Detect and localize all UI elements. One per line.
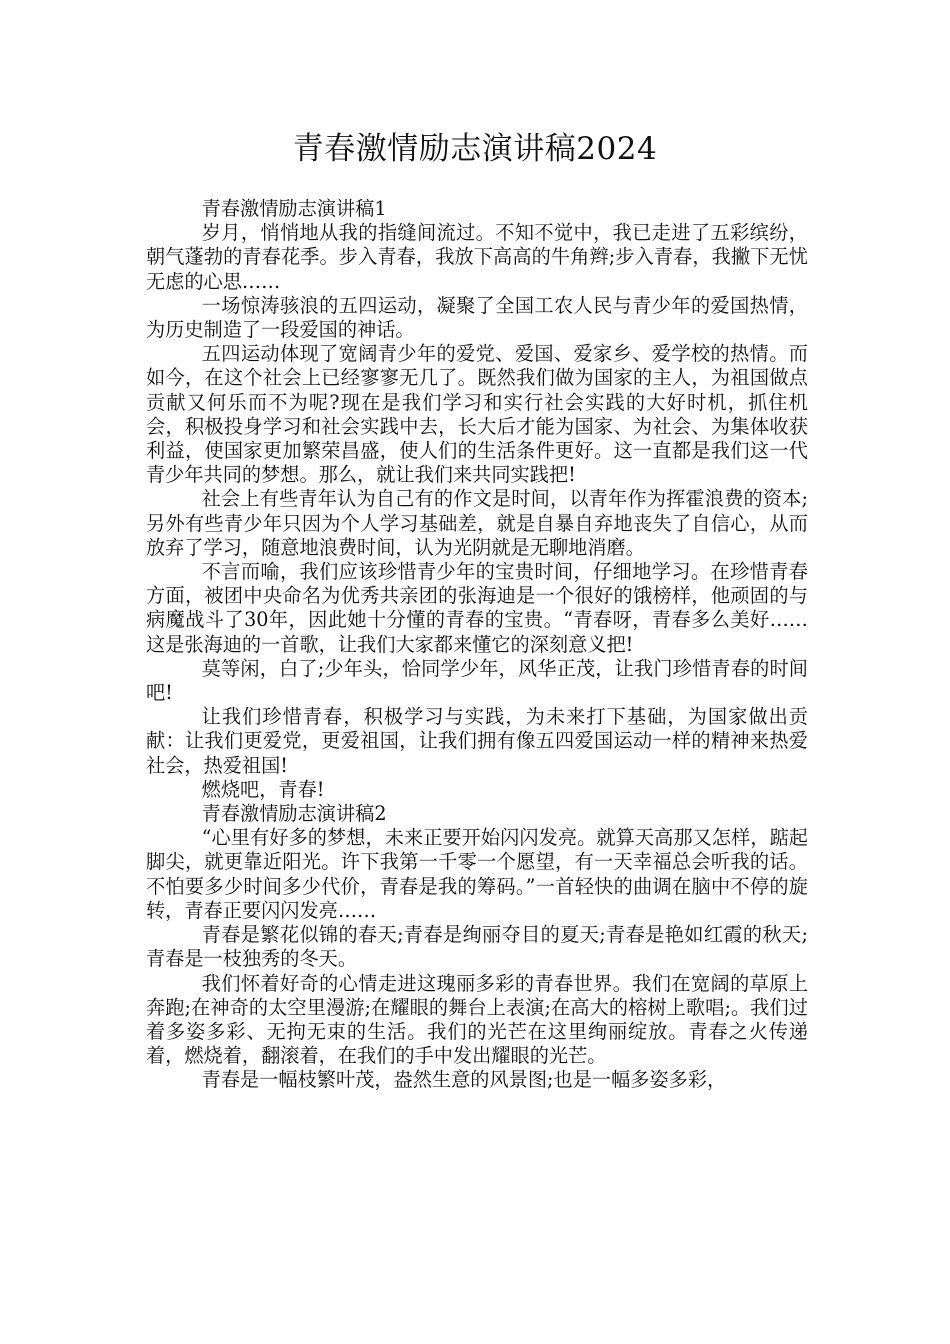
paragraph: 岁月，悄悄地从我的指缝间流过。不知不觉中，我已走进了五彩缤纷，朝气蓬勃的青春花季。步入青春，我放下高高的牛角辫;步入青春，我撇下无忧无虑的心思…… — [146, 221, 808, 293]
paragraph: 不言而喻，我们应该珍惜青少年的宝贵时间，仔细地学习。在珍惜青春方面，被团中央命名为优秀共亲团的张海迪是一个很好的饿榜样，他顽固的与病魔战斗了30年，因此她十分懂的青春的宝贵。“青春呀，青春多么美好……这是张海迪的一首歌，让我们大家都来懂它的深刻意义把! — [146, 560, 808, 656]
paragraph: 让我们珍惜青春，积极学习与实践，为未来打下基础，为国家做出贡献：让我们更爱党，更爱祖国，让我们拥有像五四爱国运动一样的精神来热爱社会，热爱祖国! — [146, 705, 808, 777]
paragraph: 五四运动体现了宽阔青少年的爱党、爱国、爱家乡、爱学校的热情。而如今，在这个社会上已经寥寥无几了。既然我们做为国家的主人，为祖国做点贡献又何乐而不为呢?现在是我们学习和实行社会实践的大好时机，抓住机会，积极投身学习和社会实践中去，长大后才能为国家、为社会、为集体收获利益，使国家更加繁荣昌盛，使人们的生活条件更好。这一直都是我们这一代青少年共同的梦想。那么，就让我们来共同实践把! — [146, 342, 808, 487]
paragraph: 我们怀着好奇的心情走进这瑰丽多彩的青春世界。我们在宽阔的草原上奔跑;在神奇的太空里漫游;在耀眼的舞台上表演;在高大的榕树上歌唱;。我们过着多姿多彩、无拘无束的生活。我们的光芒在这里绚丽绽放。青春之火传递着，燃烧着，翻滚着，在我们的手中发出耀眼的光芒。 — [146, 971, 808, 1068]
section-heading-2: 青春激情励志演讲稿2 — [201, 802, 387, 826]
paragraph: 燃烧吧，青春! — [201, 777, 325, 801]
document-title: 青春激情励志演讲稿2024 — [292, 131, 658, 167]
paragraph: 青春是繁花似锦的春天;青春是绚丽夺目的夏天;青春是艳如红霞的秋天;青春是一枝独秀的冬天。 — [146, 923, 808, 971]
paragraph: 莫等闲，白了;少年头，恰同学少年，风华正茂，让我门珍惜青春的时间吧! — [146, 656, 808, 705]
paragraph: 青春是一幅枝繁叶茂，盎然生意的风景图;也是一幅多姿多彩， — [201, 1068, 727, 1092]
section-heading-1: 青春激情励志演讲稿1 — [201, 197, 387, 220]
paragraph: “心里有好多的梦想，未来正要开始闪闪发亮。就算天高那又怎样，踮起脚尖，就更靠近阳光。许下我第一千零一个愿望，有一天幸福总会听我的话。不怕要多少时间多少代价，青春是我的筹码。”一首轻快的曲调在脑中不停的旋转，青春正要闪闪发亮…… — [146, 826, 808, 922]
paragraph: 社会上有些青年认为自己有的作文是时间，以青年作为挥霍浪费的资本;另外有些青少年只因为个人学习基础差，就是自暴自弃地丧失了自信心，从而放弃了学习，随意地浪费时间，认为光阴就是无聊地消磨。 — [146, 487, 808, 559]
document-body — [146, 197, 808, 1093]
paragraph: 一场惊涛骇浪的五四运动，凝聚了全国工农人民与青少年的爱国热情，为历史制造了一段爱国的神话。 — [146, 293, 808, 342]
